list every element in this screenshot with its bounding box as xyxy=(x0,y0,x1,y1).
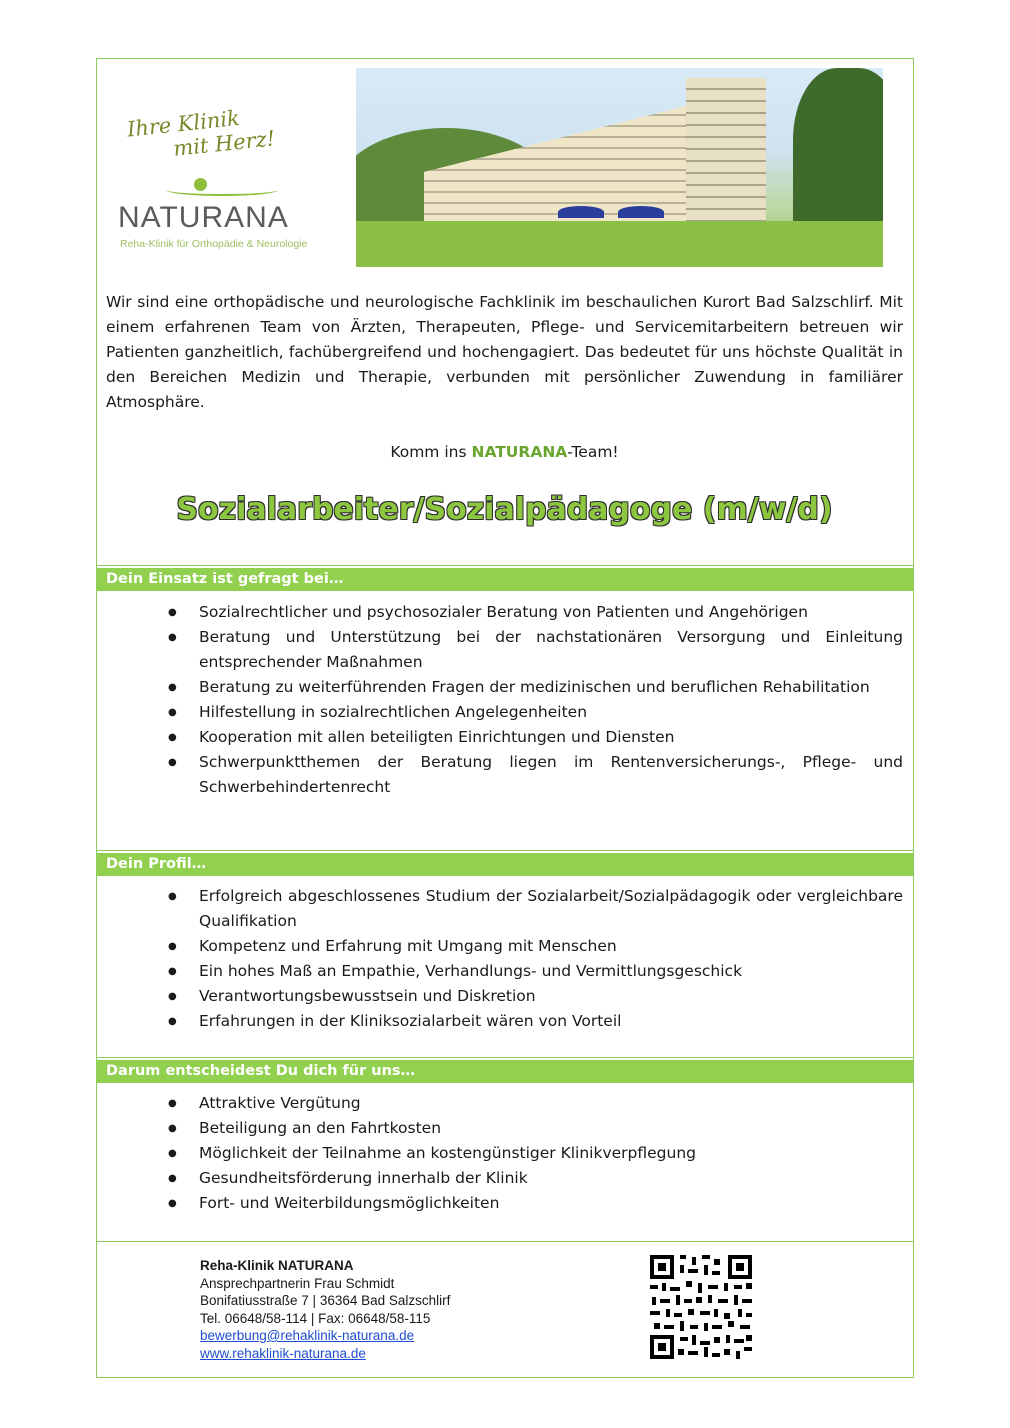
list-item: ● Sozialrechtlicher und psychosozialer Beratung von Patienten und Angehörigen xyxy=(168,600,903,625)
logo-swoosh-icon xyxy=(166,184,278,196)
contact-name: Reha-Klinik NATURANA xyxy=(200,1258,354,1273)
list-item: ● Kooperation mit allen beteiligten Einrichtungen und Diensten xyxy=(168,725,903,750)
list-item: ● Schwerpunktthemen der Beratung liegen im Rentenversicherungs-, Pflege- und Schwerbehindertenrecht xyxy=(168,750,903,800)
photo-umbrella xyxy=(558,206,604,218)
logo-slogan xyxy=(126,102,276,165)
section-list-profil xyxy=(168,884,903,1034)
call-to-action xyxy=(106,443,903,461)
list-item: ● Beratung und Unterstützung bei der nachstationären Versorgung und Einleitung entsprechender Maßnahmen xyxy=(168,625,903,675)
section-separator xyxy=(97,850,913,851)
list-item: ● Hilfestellung in sozialrechtlichen Angelegenheiten xyxy=(168,700,903,725)
cta-prefix: Komm ins xyxy=(390,443,472,461)
list-item: ● Gesundheitsförderung innerhalb der Klinik xyxy=(168,1166,903,1191)
list-item: ● Ein hohes Maß an Empathie, Verhandlungs- und Vermittlungsgeschick xyxy=(168,959,903,984)
photo-umbrella xyxy=(618,206,664,218)
contact-block xyxy=(200,1257,450,1362)
section-heading-benefits: Darum entscheidest Du dich für uns… xyxy=(97,1060,913,1083)
website-link[interactable]: www.rehaklinik-naturana.de xyxy=(200,1345,366,1361)
job-title: Sozialarbeiter/Sozialpädagoge (m/w/d) xyxy=(176,492,833,527)
section-separator xyxy=(97,1057,913,1058)
section-list-benefits xyxy=(168,1091,903,1216)
list-item: ● Verantwortungsbewusstsein und Diskretion xyxy=(168,984,903,1009)
section-heading-einsatz: Dein Einsatz ist gefragt bei… xyxy=(97,568,913,591)
qr-code-icon[interactable] xyxy=(648,1253,754,1361)
cta-suffix: -Team! xyxy=(567,443,619,461)
section-separator xyxy=(97,565,913,566)
intro-text: Wir sind eine orthopädische und neurologische Fachklinik im beschaulichen Kurort Bad Salzschlirf. Mit einem erfahrenen Team von Ärzten, Therapeuten, Pflege- und Servicemitarbeitern betreuen wir Patienten ganzheitlich, fachübergreifend und hochengagiert. Das bedeutet für uns höchste Qualität in den Bereichen Medizin und Therapie, verbunden mit persönlicher Zuwendung in familiärer Atmosphäre. xyxy=(106,293,903,411)
list-item: ● Fort- und Weiterbildungsmöglichkeiten xyxy=(168,1191,903,1216)
logo-subtitle: Reha-Klinik für Orthopädie & Neurologie xyxy=(120,238,308,250)
photo-building-tower xyxy=(686,78,766,228)
section-heading-profil: Dein Profil… xyxy=(97,853,913,876)
section-list-einsatz xyxy=(168,600,903,800)
list-item: ● Beteiligung an den Fahrtkosten xyxy=(168,1116,903,1141)
list-item: ● Erfahrungen in der Kliniksozialarbeit wären von Vorteil xyxy=(168,1009,903,1034)
logo-dot-icon xyxy=(194,178,207,191)
contact-person: Ansprechpartnerin Frau Schmidt xyxy=(200,1275,395,1291)
clinic-photo xyxy=(356,68,883,267)
slogan-line-1: Ihre Klinik xyxy=(125,105,241,142)
logo xyxy=(106,68,356,267)
footer-separator xyxy=(97,1241,913,1242)
list-item: ● Erfolgreich abgeschlossenes Studium der Sozialarbeit/Sozialpädagogik oder vergleichbare Qualifikation xyxy=(168,884,903,934)
header-banner xyxy=(106,68,883,267)
contact-address: Bonifatiusstraße 7 | 36364 Bad Salzschlirf xyxy=(200,1293,451,1308)
photo-lawn xyxy=(356,221,883,267)
list-item: ● Beratung zu weiterführenden Fragen der medizinischen und beruflichen Rehabilitation xyxy=(168,675,903,700)
slogan-line-2: mit Herz! xyxy=(172,126,277,161)
logo-wordmark: NATURANA xyxy=(118,201,289,234)
list-item: ● Möglichkeit der Teilnahme an kostengünstiger Klinikverpflegung xyxy=(168,1141,903,1166)
list-item: ● Attraktive Vergütung xyxy=(168,1091,903,1116)
email-link[interactable]: bewerbung@rehaklinik-naturana.de xyxy=(200,1328,415,1343)
contact-phone: Tel. 06648/58-114 | Fax: 06648/58-115 xyxy=(200,1310,431,1326)
cta-brand: NATURANA xyxy=(471,443,568,461)
list-item: ● Kompetenz und Erfahrung mit Umgang mit Menschen xyxy=(168,934,903,959)
